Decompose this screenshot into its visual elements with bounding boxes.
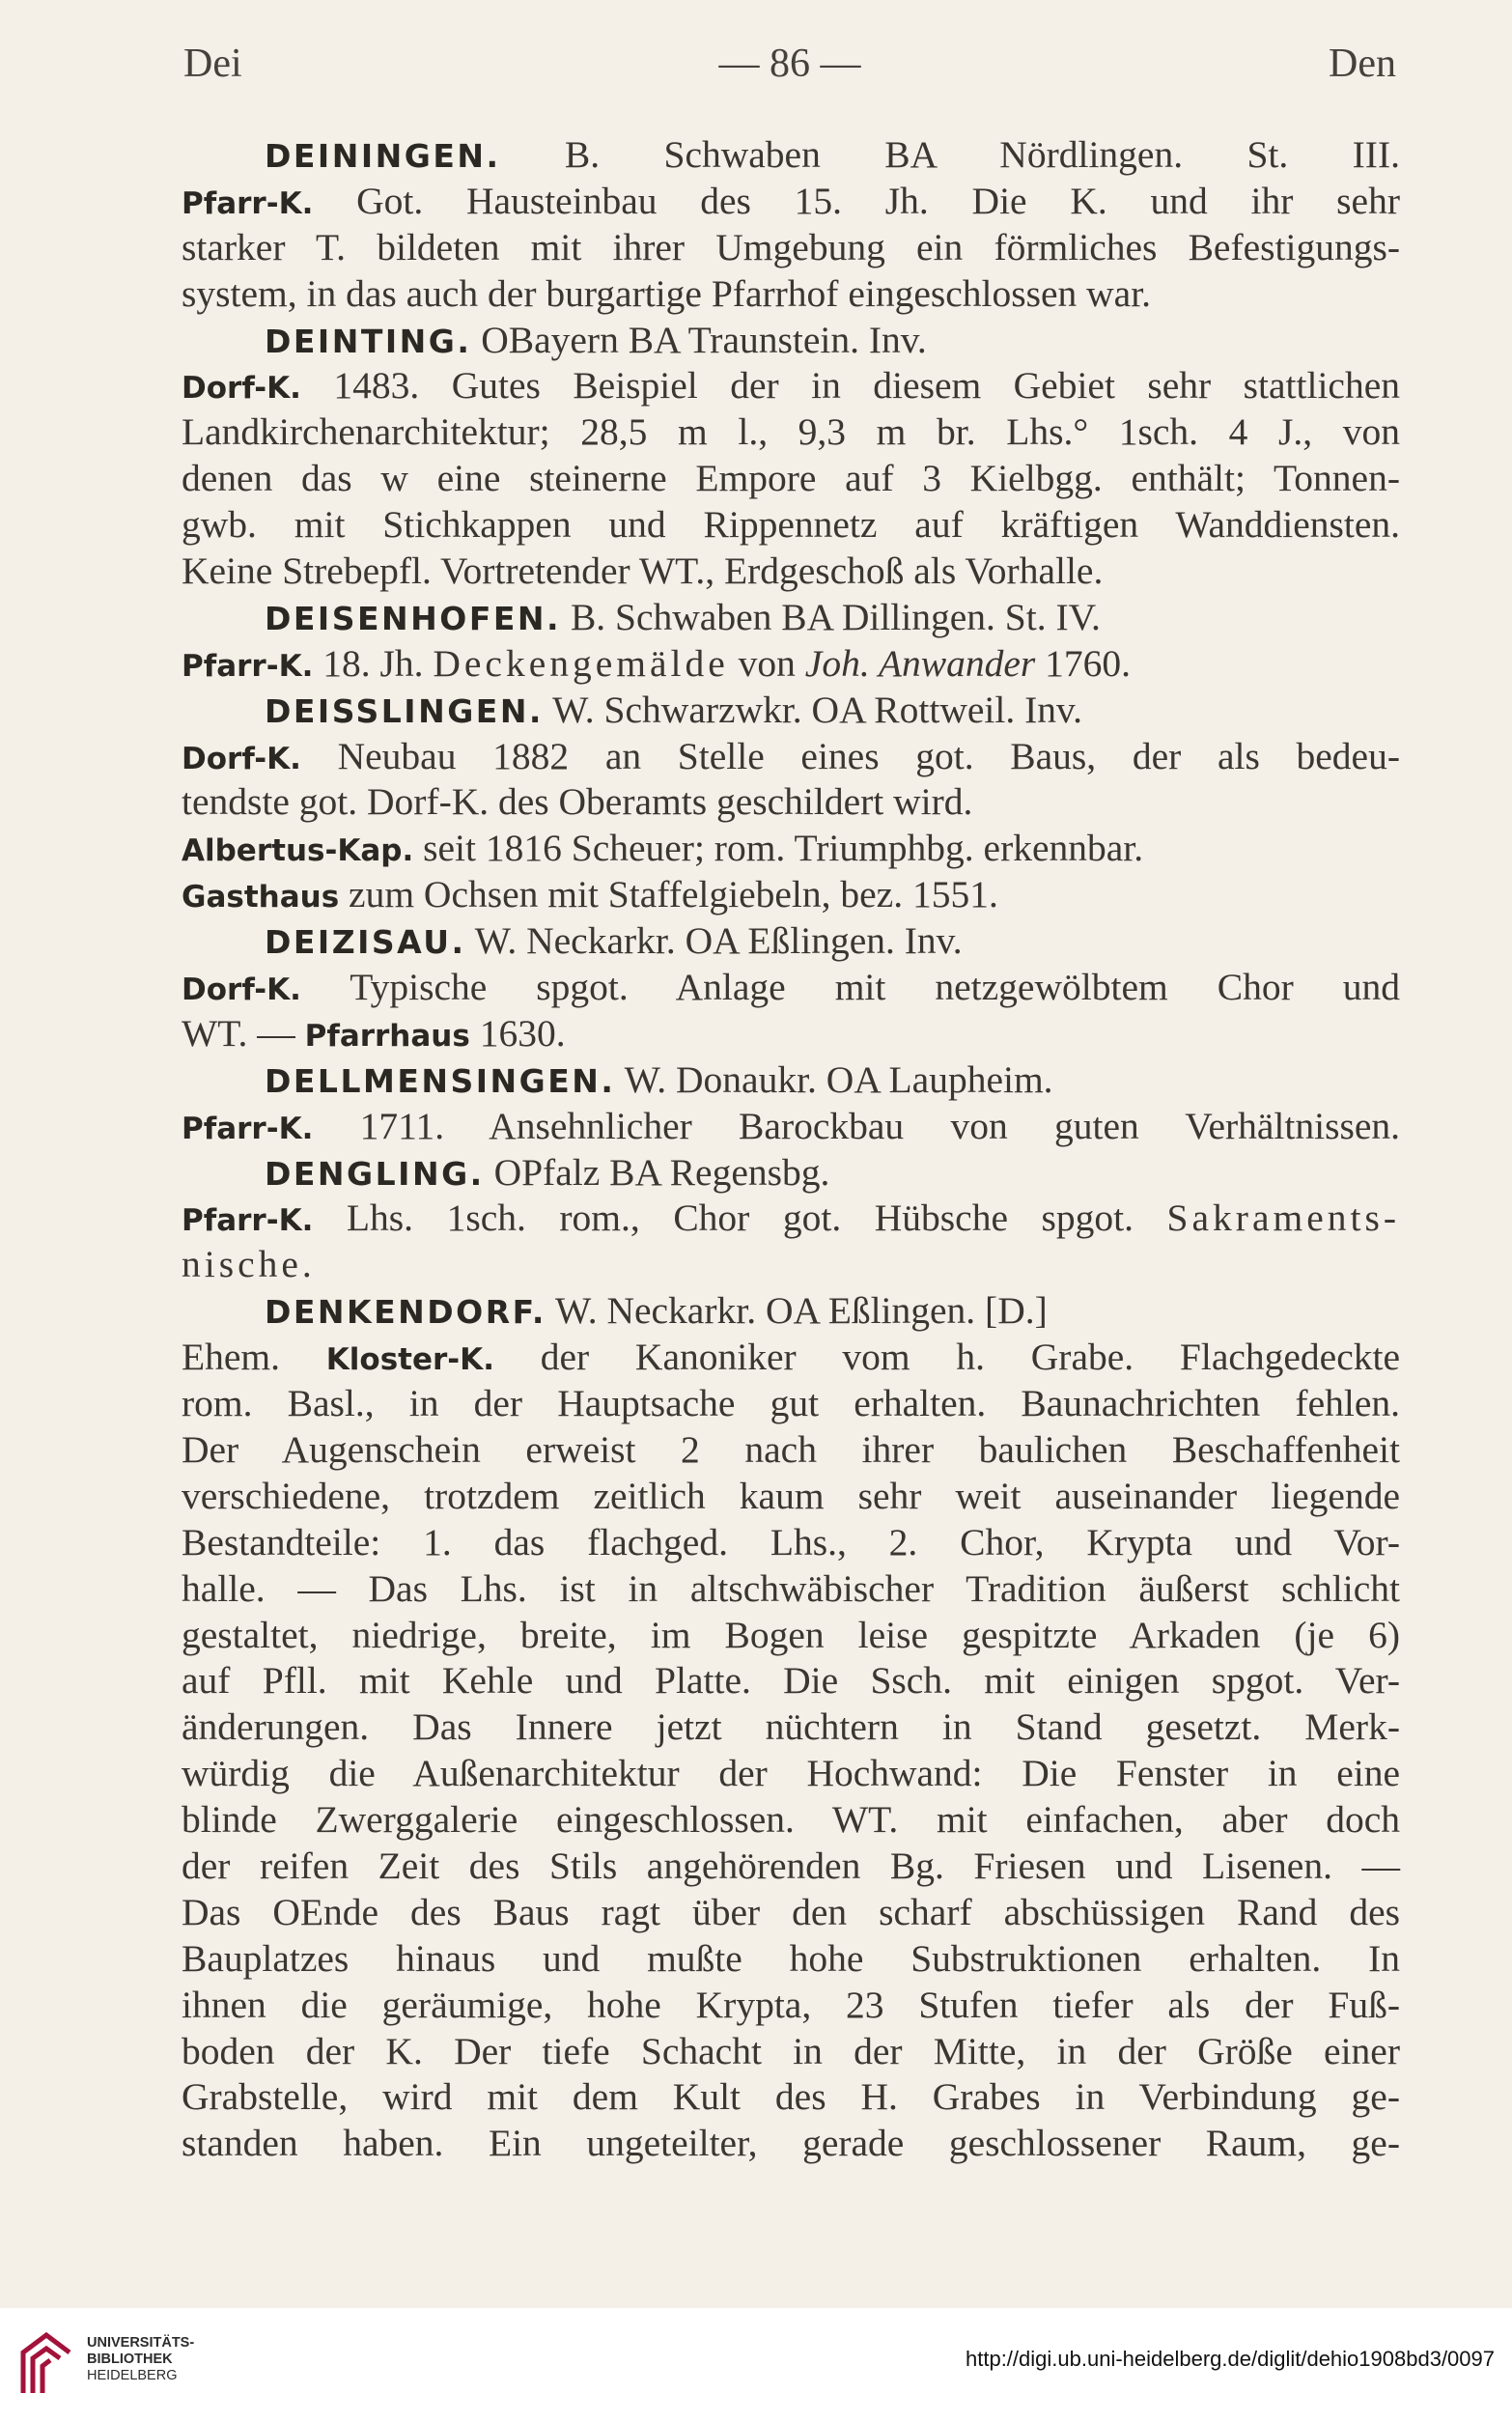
entry-location: W. Neckarkr. OA Eßlingen. [D.] [546, 1289, 1048, 1333]
entry-text: von [728, 641, 805, 685]
entry-text: 18. Jh. [313, 641, 434, 685]
place-name: DENGLING. [265, 1154, 485, 1193]
entry-text: Got. Hausteinbau des 15. Jh. Die K. und ihr sehr [313, 179, 1400, 222]
entry-line: nische. [182, 1243, 316, 1286]
entry-text: 1483. Gutes Beispiel der in diesem Gebiet sehr stattlichen [300, 364, 1400, 408]
entry-text: zum Ochsen mit Staffelgiebeln, bez. 1551. [339, 873, 998, 916]
entry-line [182, 1335, 1400, 1381]
entry-line: starker T. bildeten mit ihrer Umgebung ein förmliches Befestigungs- [182, 225, 1400, 268]
entry-line: tendste got. Dorf-K. des Oberamts geschildert wird. [182, 780, 973, 824]
entry-text: seit 1816 Scheuer; rom. Triumphbg. erkennbar. [413, 827, 1144, 870]
entry-line: Der Augenschein erweist 2 nach ihrer baulichen Beschaffenheit [182, 1427, 1400, 1471]
building-keyword: Dorf-K. [182, 371, 301, 407]
entry-deisenhofen-heading [182, 595, 1400, 641]
place-name: DEINTING. [265, 322, 472, 360]
entry-line [182, 734, 1400, 780]
entry-text: 1630. [469, 1011, 566, 1055]
entry-text: 1760. [1035, 641, 1131, 685]
entry-text: WT. — [182, 1011, 305, 1055]
entry-location: OPfalz BA Regensbg. [484, 1150, 830, 1194]
place-name: DEIZISAU. [265, 923, 466, 962]
library-name-line: HEIDELBERG [87, 2368, 178, 2383]
library-name [87, 2335, 194, 2384]
running-head-left: Dei [183, 42, 242, 86]
building-keyword: Pfarr-K. [182, 1111, 314, 1146]
entry-line [182, 826, 1400, 872]
library-name-line: UNIVERSITÄTS- [87, 2335, 195, 2351]
entry-line: boden der K. Der tiefe Schacht in der Mitte, in der Größe einer [182, 2029, 1400, 2072]
entry-line [182, 1104, 1400, 1150]
entry-line: gwb. mit Stichkappen und Rippennetz auf kräftigen Wanddiensten. [182, 503, 1400, 547]
entry-deizisau-heading [182, 918, 1400, 965]
place-name: DEININGEN. [265, 137, 501, 175]
entry-location: OBayern BA Traunstein. Inv. [471, 318, 927, 361]
entry-line: Landkirchenarchitektur; 28,5 m l., 9,3 m br. Lhs.° 1sch. 4 J., von [182, 410, 1400, 454]
entry-location: W. Schwarzwkr. OA Rottweil. Inv. [543, 688, 1083, 731]
entry-line [182, 872, 1400, 918]
body-text [182, 132, 1400, 2167]
building-keyword: Pfarr-K. [182, 1203, 314, 1239]
building-keyword: Kloster-K. [325, 1342, 494, 1378]
spaced-term: Sakraments- [1166, 1197, 1400, 1240]
entry-location: W. Neckarkr. OA Eßlingen. Inv. [465, 919, 963, 963]
library-name-line: BIBLIOTHEK [87, 2352, 173, 2367]
entry-line: denen das w eine steinerne Empore auf 3 Kielbgg. enthält; Tonnen- [182, 457, 1400, 500]
entry-line: standen haben. Ein ungeteilter, gerade geschlossener Raum, ge- [182, 2122, 1400, 2165]
artist-name: Joh. Anwander [804, 641, 1036, 685]
entry-line: Grabstelle, wird mit dem Kult des H. Grabes in Verbindung ge- [182, 2075, 1400, 2119]
entry-line: system, in das auch der burgartige Pfarrhof eingeschlossen war. [182, 271, 1152, 315]
entry-line: auf Pfll. mit Kehle und Platte. Die Ssch. mit einigen spgot. Ver- [182, 1659, 1400, 1703]
entry-line [182, 965, 1400, 1011]
entry-line: Bauplatzes hinaus und mußte hohe Substruktionen erhalten. In [182, 1936, 1400, 1980]
building-keyword: Dorf-K. [182, 972, 301, 1008]
place-name: DELLMENSINGEN. [265, 1061, 616, 1100]
building-keyword: Dorf-K. [182, 741, 301, 776]
entry-deiningen-heading [182, 132, 1400, 179]
place-name: DEISENHOFEN. [265, 599, 562, 637]
spaced-term: Deckengemälde [433, 641, 729, 685]
running-head [183, 41, 1396, 99]
place-name: DEISSLINGEN. [265, 691, 544, 730]
entry-line: blinde Zwerggalerie eingeschlossen. WT. mit einfachen, aber doch [182, 1798, 1400, 1842]
entry-location: B. Schwaben BA Nördlingen. St. III. [500, 133, 1400, 176]
entry-denkendorf-heading [182, 1288, 1400, 1335]
entry-line [182, 179, 1400, 225]
entry-text: Ehem. [182, 1336, 326, 1379]
place-name: DENKENDORF. [265, 1293, 546, 1332]
building-keyword: Pfarr-K. [182, 185, 314, 221]
source-url-link[interactable]: http://digi.ub.uni-heidelberg.de/diglit/dehio1908bd3/0097 [966, 2347, 1495, 2371]
entry-text: Typische spgot. Anlage mit netzgewölbtem Chor und [300, 966, 1400, 1009]
entry-line [182, 1011, 1400, 1057]
entry-text: 1711. Ansehnlicher Barockbau von guten Verhältnissen. [313, 1104, 1400, 1147]
entry-line: halle. — Das Lhs. ist in altschwäbischer Tradition äußerst schlicht [182, 1566, 1400, 1610]
entry-location: W. Donaukr. OA Laupheim. [615, 1057, 1053, 1101]
building-keyword: Pfarrhaus [304, 1018, 470, 1054]
entry-line: der reifen Zeit des Stils angehörenden Bg. Friesen und Lisenen. — [182, 1844, 1400, 1887]
entry-text: der Kanoniker vom h. Grabe. Flachgedeckte [493, 1336, 1401, 1379]
entry-line: Das OEnde des Baus ragt über den scharf abschüssigen Rand des [182, 1890, 1400, 1933]
entry-location: B. Schwaben BA Dillingen. St. IV. [561, 595, 1101, 638]
entry-line: Keine Strebepfl. Vortretender WT., Erdgeschoß als Vorhalle. [182, 549, 1104, 593]
building-keyword: Albertus-Kap. [182, 833, 414, 869]
entry-line: ihnen die geräumige, hohe Krypta, 23 Stufen tiefer als der Fuß- [182, 1983, 1400, 2026]
entry-line: gestaltet, niedrige, breite, im Bogen leise gespitzte Arkaden (je 6) [182, 1613, 1400, 1656]
entry-line: würdig die Außenarchitektur der Hochwand: Die Fenster in eine [182, 1752, 1400, 1795]
library-logo-icon [17, 2329, 75, 2397]
building-keyword: Pfarr-K. [182, 648, 314, 684]
building-keyword: Gasthaus [182, 880, 340, 915]
running-head-right: Den [1329, 42, 1396, 86]
entry-line: änderungen. Das Innere jetzt nüchtern in Stand gesetzt. Merk- [182, 1705, 1400, 1749]
entry-line: verschiedene, trotzdem zeitlich kaum sehr weit auseinander liegende [182, 1474, 1400, 1517]
entry-line: Bestandteile: 1. das flachged. Lhs., 2. Chor, Krypta und Vor- [182, 1520, 1400, 1563]
entry-deisslingen-heading [182, 688, 1400, 734]
entry-deinting-heading [182, 318, 1400, 364]
entry-dengling-heading [182, 1150, 1400, 1197]
entry-line [182, 1196, 1400, 1242]
library-footer [0, 2308, 1512, 2422]
entry-line: rom. Basl., in der Hauptsache gut erhalten. Baunachrichten fehlen. [182, 1382, 1400, 1425]
entry-text: Lhs. 1sch. rom., Chor got. Hübsche spgot. [313, 1197, 1167, 1240]
entry-line [182, 363, 1400, 409]
entry-dellmensingen-heading [182, 1057, 1400, 1104]
entry-text: Neubau 1882 an Stelle eines got. Baus, der als bedeu- [300, 734, 1400, 777]
page-number: — 86 — [718, 42, 861, 86]
entry-line [182, 641, 1400, 688]
